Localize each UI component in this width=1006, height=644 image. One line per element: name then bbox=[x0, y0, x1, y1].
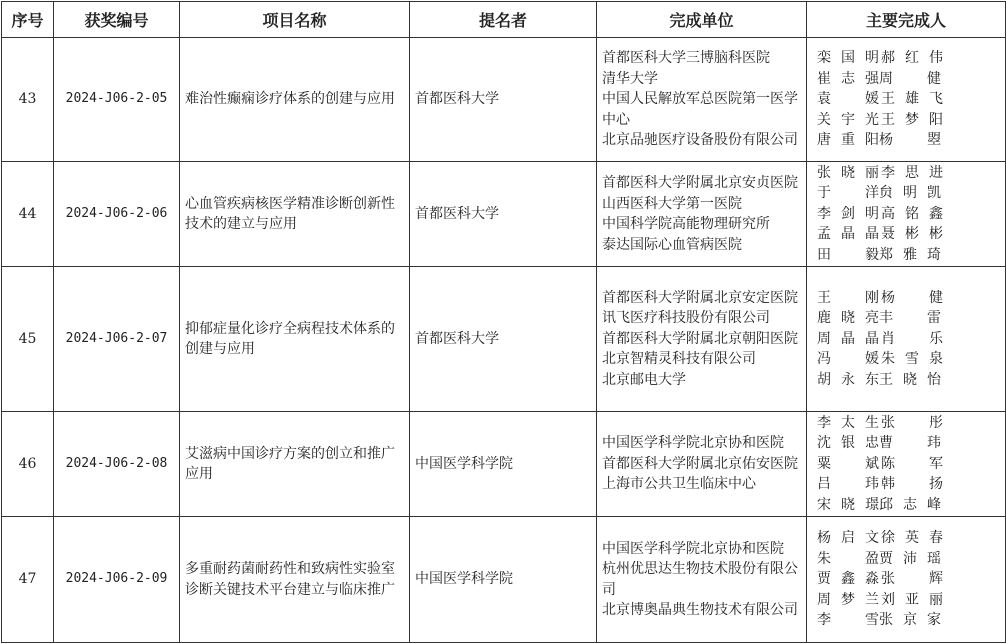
award-code: 2024-J06-2-09 bbox=[54, 517, 180, 643]
unit-item: 首都医科大学附属北京佑安医院 bbox=[602, 455, 798, 472]
contributor-name: 唐重阳 bbox=[817, 132, 879, 149]
contributor-name: 王刚 bbox=[817, 289, 879, 306]
completing-units bbox=[597, 162, 807, 267]
contributor-name: 高铭鑫 bbox=[881, 205, 943, 222]
contributor-name: 贾鑫淼 bbox=[817, 571, 879, 588]
nominator: 首都医科大学 bbox=[410, 38, 597, 162]
nominator: 首都医科大学 bbox=[410, 162, 597, 267]
contributor-name: 王雄飞 bbox=[881, 91, 943, 108]
nominator: 中国医学科学院 bbox=[410, 412, 597, 517]
contributor-name: 冯媛 bbox=[817, 351, 879, 368]
contributor-name: 刘亚丽 bbox=[881, 591, 943, 608]
contributor-name: 曹玮 bbox=[879, 435, 941, 452]
contributor-name: 栾国明 bbox=[817, 50, 879, 67]
main-contributors bbox=[807, 38, 1006, 162]
project-name: 难治性癫痫诊疗体系的创建与应用 bbox=[180, 38, 410, 162]
contributor-name: 周健 bbox=[879, 70, 941, 87]
contributor-name: 贠明凯 bbox=[879, 185, 941, 202]
contributor-name: 张辉 bbox=[881, 571, 943, 588]
unit-item: 北京邮电大学 bbox=[602, 371, 686, 388]
header-row bbox=[2, 2, 1006, 38]
contributor-name: 邱志峰 bbox=[879, 496, 941, 513]
contributor-name: 李剑明 bbox=[817, 205, 879, 222]
unit-item: 清华大学 bbox=[602, 70, 658, 87]
header-main-contributors: 主要完成人 bbox=[807, 2, 1006, 38]
row-index: 44 bbox=[2, 162, 54, 267]
unit-item: 中国医学科学院北京协和医院 bbox=[602, 435, 784, 452]
unit-item: 首都医科大学附属北京朝阳医院 bbox=[602, 330, 798, 347]
row-index: 43 bbox=[2, 38, 54, 162]
award-code: 2024-J06-2-08 bbox=[54, 412, 180, 517]
contributor-list bbox=[817, 288, 995, 391]
contributor-name: 肖乐 bbox=[881, 330, 943, 347]
completing-units bbox=[597, 38, 807, 162]
unit-item: 首都医科大学附属北京安定医院 bbox=[602, 289, 798, 306]
header-nominator: 提名者 bbox=[410, 2, 597, 38]
awards-table bbox=[1, 1, 1006, 643]
table-row bbox=[2, 38, 1006, 162]
project-name: 心血管疾病核医学精准诊断创新性技术的建立与应用 bbox=[180, 162, 410, 267]
main-contributors bbox=[807, 412, 1006, 517]
contributor-name: 李思进 bbox=[881, 164, 943, 181]
main-contributors bbox=[807, 267, 1006, 412]
contributor-name: 田毅 bbox=[817, 246, 879, 263]
contributor-name: 朱雪泉 bbox=[881, 351, 943, 368]
contributor-name: 朱盈 bbox=[817, 550, 879, 567]
contributor-name: 杨健 bbox=[881, 289, 943, 306]
contributor-name: 宋晓璟 bbox=[817, 496, 879, 513]
table-row bbox=[2, 412, 1006, 517]
unit-item: 泰达国际心血管病医院 bbox=[602, 236, 742, 253]
unit-item: 讯飞医疗科技股份有限公司 bbox=[602, 310, 770, 327]
main-contributors bbox=[807, 517, 1006, 643]
unit-item: 首都医科大学三博脑科医院 bbox=[602, 50, 770, 67]
contributor-name: 沈银忠 bbox=[817, 435, 879, 452]
unit-item: 中国人民解放军总医院第一医学中心 bbox=[602, 91, 798, 128]
unit-item: 北京博奥晶典生物技术有限公司 bbox=[602, 602, 798, 618]
contributor-name: 孟晶晶 bbox=[817, 226, 879, 243]
project-name: 多重耐药菌耐药性和致病性实验室诊断关键技术平台建立与临床推广 bbox=[180, 517, 410, 643]
contributor-name: 周梦兰 bbox=[817, 591, 879, 608]
main-contributors bbox=[807, 162, 1006, 267]
contributor-name: 郑雅琦 bbox=[879, 246, 941, 263]
nominator: 中国医学科学院 bbox=[410, 517, 597, 643]
contributor-name: 李太生 bbox=[817, 414, 879, 431]
contributor-name: 陈军 bbox=[881, 455, 943, 472]
contributor-name: 郝红伟 bbox=[881, 50, 943, 67]
contributor-list bbox=[817, 48, 995, 151]
contributor-name: 王梦阳 bbox=[881, 111, 943, 128]
header-completing-units: 完成单位 bbox=[597, 2, 807, 38]
contributor-name: 韩扬 bbox=[881, 476, 943, 493]
row-index: 46 bbox=[2, 412, 54, 517]
contributor-name: 贾沛瑶 bbox=[879, 550, 941, 567]
contributor-name: 袁媛 bbox=[817, 91, 879, 108]
unit-item: 北京品驰医疗设备股份有限公司 bbox=[602, 132, 798, 149]
contributor-name: 徐英春 bbox=[881, 530, 943, 547]
contributor-name: 崔志强 bbox=[817, 70, 879, 87]
contributor-name: 张京家 bbox=[879, 612, 941, 629]
nominator: 首都医科大学 bbox=[410, 267, 597, 412]
contributor-name: 胡永东 bbox=[817, 371, 879, 388]
completing-units bbox=[597, 412, 807, 517]
completing-units bbox=[597, 267, 807, 412]
contributor-list bbox=[817, 413, 995, 516]
row-index: 45 bbox=[2, 267, 54, 412]
unit-item: 首都医科大学附属北京安贞医院 bbox=[602, 175, 798, 191]
table-row bbox=[2, 267, 1006, 412]
contributor-name: 丰雷 bbox=[879, 310, 941, 327]
contributor-name: 杨曌 bbox=[879, 132, 941, 149]
contributor-name: 张彤 bbox=[881, 414, 943, 431]
unit-item: 上海市公共卫生临床中心 bbox=[602, 476, 756, 493]
contributor-name: 鹿晓亮 bbox=[817, 310, 879, 327]
completing-units bbox=[597, 517, 807, 643]
project-name: 抑郁症量化诊疗全病程技术体系的创建与应用 bbox=[180, 267, 410, 412]
contributor-name: 于洋 bbox=[817, 185, 879, 202]
award-code: 2024-J06-2-07 bbox=[54, 267, 180, 412]
header-award-code: 获奖编号 bbox=[54, 2, 180, 38]
table-row bbox=[2, 162, 1006, 267]
contributor-name: 杨启文 bbox=[817, 530, 879, 547]
project-name: 艾滋病中国诊疗方案的创立和推广应用 bbox=[180, 412, 410, 517]
award-code: 2024-J06-2-05 bbox=[54, 38, 180, 162]
unit-item: 山西医科大学第一医院 bbox=[602, 195, 742, 212]
contributor-name: 聂彬彬 bbox=[881, 226, 943, 243]
contributor-name: 吕玮 bbox=[817, 476, 879, 493]
row-index: 47 bbox=[2, 517, 54, 643]
contributor-name: 李雪 bbox=[817, 612, 879, 629]
unit-item: 中国科学院高能物理研究所 bbox=[602, 216, 770, 232]
contributor-name: 王晓怡 bbox=[879, 371, 941, 388]
header-index: 序号 bbox=[2, 2, 54, 38]
table-row bbox=[2, 517, 1006, 643]
contributor-name: 周晶晶 bbox=[817, 330, 879, 347]
contributor-name: 关宇光 bbox=[817, 111, 879, 128]
header-project-name: 项目名称 bbox=[180, 2, 410, 38]
award-code: 2024-J06-2-06 bbox=[54, 162, 180, 267]
contributor-list bbox=[817, 528, 995, 631]
contributor-list bbox=[817, 163, 995, 266]
unit-item: 杭州优思达生物技术股份有限公司 bbox=[602, 561, 798, 598]
unit-item: 北京智精灵科技有限公司 bbox=[602, 351, 756, 368]
contributor-name: 粟斌 bbox=[817, 455, 879, 472]
contributor-name: 张晓丽 bbox=[817, 164, 879, 181]
unit-item: 中国医学科学院北京协和医院 bbox=[602, 540, 784, 557]
